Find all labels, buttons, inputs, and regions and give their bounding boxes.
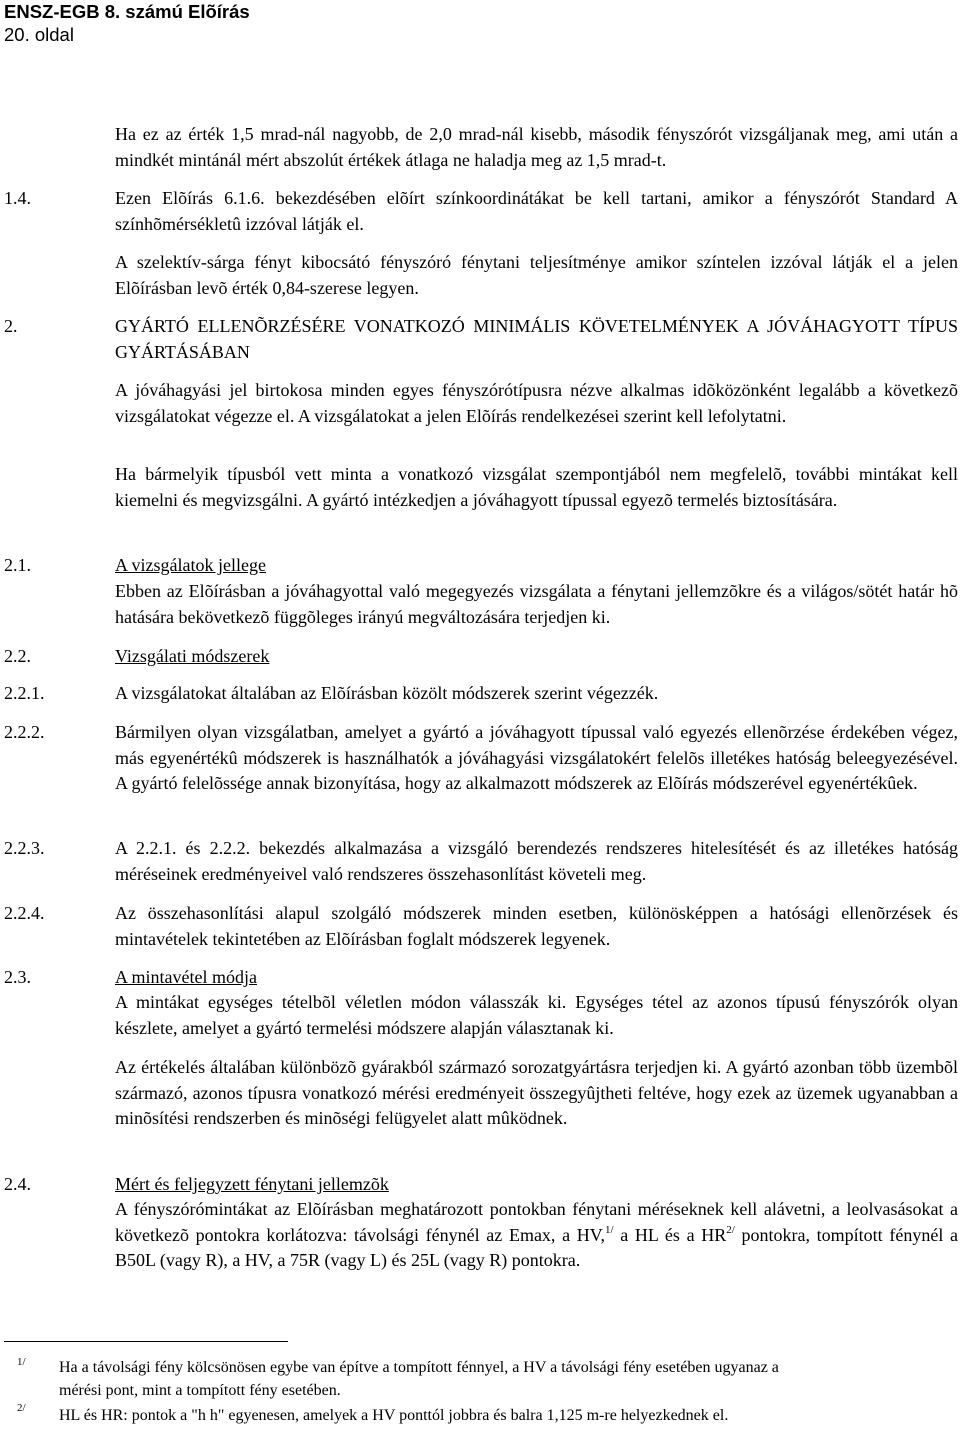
section-title-text: A mintavétel módja xyxy=(115,967,257,987)
section-number: 2.4. xyxy=(4,1174,31,1194)
section-title xyxy=(115,553,958,579)
section-number: 2.2.1. xyxy=(4,683,45,703)
section-paragraph: A 2.2.1. és 2.2.2. bekezdés alkalmazása a vizsgáló berendezés rendszeres hitelesítését és az illetékes hatóság méréseinek eredményeivel való rendszeres összehasonlítást követeli meg. xyxy=(115,838,958,884)
section-paragraph: A mintákat egységes tételbõl véletlen módon válasszák ki. Egységes tétel az azonos típusú fényszórók olyan készlete, amelyet a gyártó termelési módszere alapján választanak ki. xyxy=(115,992,958,1038)
section-paragraph: A jóváhagyási jel birtokosa minden egyes fényszórótípusra nézve alkalmas idõközönként legalább a következõ vizsgálatokat végezze el. A vizsgálatokat a jelen Elõírás rendelkezései szerint kell lefolytatni. xyxy=(115,380,958,426)
section-paragraph xyxy=(115,1197,958,1274)
page-number: 20. oldal xyxy=(4,24,74,45)
section-number: 2. xyxy=(4,316,18,336)
footnote-separator xyxy=(4,1341,288,1342)
footnote-reference[interactable]: 1/ xyxy=(604,1223,614,1236)
document-header-title: ENSZ-EGB 8. számú Elõírás xyxy=(4,1,250,22)
footnote-line: Ha a távolsági fény kölcsönösen egybe van építve a tompított fénnyel, a HV a távolsági fény esetében ugyanaz a xyxy=(59,1359,779,1376)
paragraph-text: A fényszórómintákat az Elõírásban meghatározott pontokban fénytani méréseknek kell alávetni, a leolvasásokat a következõ pontokra korlátozva: távolsági fénynél az Emax, a HV, xyxy=(115,1199,958,1245)
paragraph-text: a HL és a HR xyxy=(613,1224,727,1245)
section-paragraph: A szelektív-sárga fényt kibocsátó fényszóró fénytani teljesítménye amikor színtelen izzóval látják el a jelen Elõírásban levõ érték 0,84-szerese legyen. xyxy=(115,252,958,298)
section-paragraph: Ha bármelyik típusból vett minta a vonatkozó vizsgálat szempontjából nem megfelelõ, további mintákat kell kiemelni és megvizsgálni. A gyártó intézkedjen a jóváhagyott típussal egyezõ termelés biztosítására. xyxy=(115,464,958,510)
footnote-mark: 2/ xyxy=(17,1402,26,1414)
footnote-line: HL és HR: pontok a "h h" egyenesen, amelyek a HV ponttól jobbra és balra 1,125 m-re helyezkednek el. xyxy=(59,1407,729,1424)
section-title-text: Mért és feljegyzett fénytani jellemzõk xyxy=(115,1174,389,1194)
section-number: 1.4. xyxy=(4,188,31,208)
section-paragraph: Ebben az Elõírásban a jóváhagyottal való megegyezés vizsgálata a fénytani jellemzõkre és a világos/sötét határ hõ hatására bekövetkezõ függõleges irányú megváltozására terjedjen ki. xyxy=(115,581,958,627)
section-paragraph: Az értékelés általában különbözõ gyárakból származó sorozatgyártásra terjedjen ki. A gyártó azonban több üzembõl származó, azonos típusra vonatkozó mérési eredményeit összegyûjtheti feltéve, hogy ezek az üzemek ugyanabban a minõsítési rendszerben és minõségi felügyelet alatt mûködnek. xyxy=(115,1057,958,1128)
intro-paragraph: Ha ez az érték 1,5 mrad-nál nagyobb, de 2,0 mrad-nál kisebb, második fényszórót vizsgáljanak meg, ami után a mindkét mintánál mért abszolút értékek átlaga ne haladja meg az 1,5 mrad-t. xyxy=(115,124,958,170)
section-number: 2.1. xyxy=(4,555,31,575)
section-number: 2.3. xyxy=(4,967,31,987)
section-paragraph: Bármilyen olyan vizsgálatban, amelyet a gyártó a jóváhagyott típussal való egyezés ellenõrzése érdekében végez, más egyenértékû módszerek is használhatók a jóváhagyási vizsgálatokért felelõs illetékes hatóság beleegyezésével. A gyártó felelõssége annak bizonyítása, hogy az alkalmazott módszerek az Elõírás módszerével egyenértékûek. xyxy=(115,722,958,793)
footnote-mark: 1/ xyxy=(17,1356,26,1368)
section-title xyxy=(115,644,958,670)
footnote-text xyxy=(59,1356,958,1402)
section-paragraph: Ezen Elõírás 6.1.6. bekezdésében elõírt színkoordinátákat be kell tartani, amikor a fényszórót Standard A színhõmérsékletû izzóval látják el. xyxy=(115,188,958,234)
section-number: 2.2.4. xyxy=(4,903,45,923)
paragraph-text: pontokra, tompított fénynél a B50L (vagy R), a HV, a 75R (vagy L) és 25L (vagy R) pontokra. xyxy=(115,1224,958,1270)
footnote-reference[interactable]: 2/ xyxy=(726,1223,735,1236)
footnote-text xyxy=(59,1404,958,1427)
footnote-line: mérési pont, mint a tompított fény esetében. xyxy=(59,1382,341,1399)
section-number: 2.2.3. xyxy=(4,838,45,858)
section-title-text: Vizsgálati módszerek xyxy=(115,646,270,666)
section-title-text: A vizsgálatok jellege xyxy=(115,555,266,575)
section-number: 2.2.2. xyxy=(4,722,45,742)
section-paragraph: A vizsgálatokat általában az Elõírásban közölt módszerek szerint végezzék. xyxy=(115,683,659,703)
section-number: 2.2. xyxy=(4,646,31,666)
section-paragraph: Az összehasonlítási alapul szolgáló módszerek minden esetben, különösképpen a hatósági ellenõrzések és mintavételek tekintetében az Elõírásban foglalt módszerek legyenek. xyxy=(115,903,958,949)
section-title xyxy=(115,965,958,991)
section-title: GYÁRTÓ ELLENÕRZÉSÉRE VONATKOZÓ MINIMÁLIS KÖVETELMÉNYEK A JÓVÁHAGYOTT TÍPUS GYÁRTÁSÁBAN xyxy=(115,316,958,362)
section-title xyxy=(115,1172,958,1198)
